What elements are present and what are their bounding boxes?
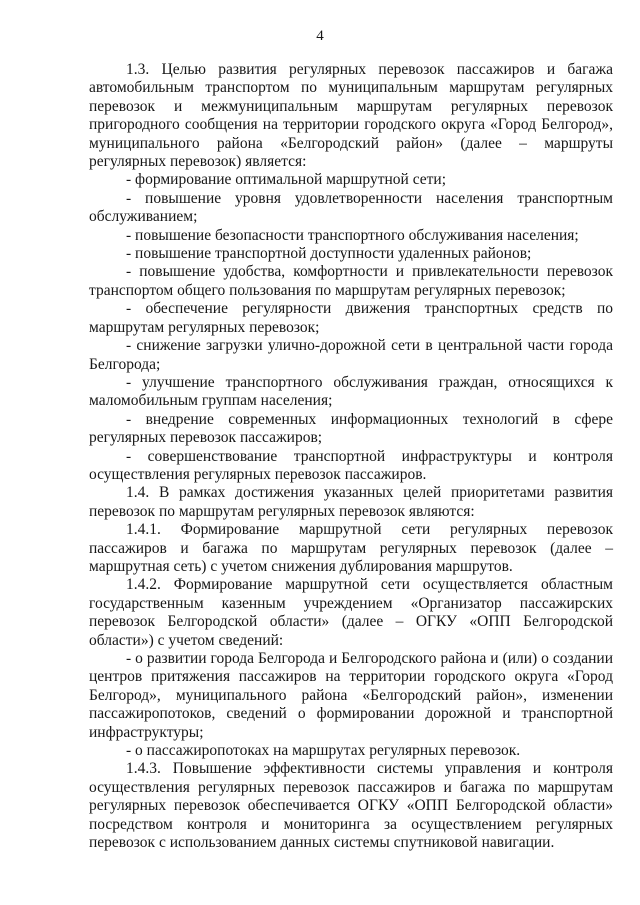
list-item: - формирование оптимальной маршрутной сети; xyxy=(126,171,447,189)
list-item: - внедрение современных информационных технологий в сфере регулярных перевозок пассажиров; xyxy=(89,410,613,447)
list-item: - о пассажиропотоках на маршрутах регулярных перевозок. xyxy=(126,742,521,760)
paragraph-1-4-1: 1.4.1. Формирование маршрутной сети регулярных перевозок пассажиров и багажа по маршрутам регулярных перевозок (далее – маршрутная сеть) с учетом снижения дублирования маршрутов. xyxy=(89,521,613,575)
list-item: - улучшение транспортного обслуживания граждан, относящихся к маломобильным группам населения; xyxy=(89,373,613,410)
list-item: - повышение транспортной доступности удаленных районов; xyxy=(126,245,532,263)
document-body xyxy=(89,61,613,852)
page-number: 4 xyxy=(316,28,324,44)
paragraph-1-3: 1.3. Целью развития регулярных перевозок пассажиров и багажа автомобильным транспортом по муниципальным маршрутам регулярных перевозок и межмуниципальным маршрутам регулярных перевозок пригородного сообщения на территории городского округа «Город Белгород», муниципального района «Белгородский район» (далее – маршруты регулярных перевозок) является: xyxy=(89,61,613,171)
paragraph-1-4-2: 1.4.2. Формирование маршрутной сети осуществляется областным государственным казенным учреждением «Организатор пассажирских перевозок Белгородской области» (далее – ОГКУ «ОПП Белгородской области») с учетом сведений: xyxy=(89,576,613,649)
list-item: - повышение удобства, комфортности и привлекательности перевозок транспортом общего пользования по маршрутам регулярных перевозок; xyxy=(89,263,613,299)
paragraph-1-4-3: 1.4.3. Повышение эффективности системы управления и контроля осуществления регулярных перевозок пассажиров и багажа по маршрутам регулярных перевозок обеспечивается ОГКУ «ОПП Белгородской области» посредством контроля и мониторинга за осуществлением регулярных перевозок с использованием данных системы спутниковой навигации. xyxy=(89,760,613,852)
list-item: - повышение безопасности транспортного обслуживания населения; xyxy=(126,226,579,244)
list-item: - снижение загрузки улично-дорожной сети в центральной части города Белгорода; xyxy=(89,337,613,373)
list-item: - повышение уровня удовлетворенности населения транспортным обслуживанием; xyxy=(89,189,613,226)
list-item: - обеспечение регулярности движения транспортных средств по маршрутам регулярных перевозок; xyxy=(89,300,613,336)
list-item: - о развитии города Белгорода и Белгородского района и (или) о создании центров притяжения пассажиров на территории городского округа «Город Белгород», муниципального района «Белгородский район», изменении пассажиропотоков, сведений о формировании дорожной и транспортной инфраструктуры; xyxy=(89,650,613,741)
paragraph-1-4: 1.4. В рамках достижения указанных целей приоритетами развития перевозок по маршрутам регулярных перевозок являются: xyxy=(89,484,613,520)
list-item: - совершенствование транспортной инфраструктуры и контроля осуществления регулярных перевозок пассажиров. xyxy=(89,447,613,483)
